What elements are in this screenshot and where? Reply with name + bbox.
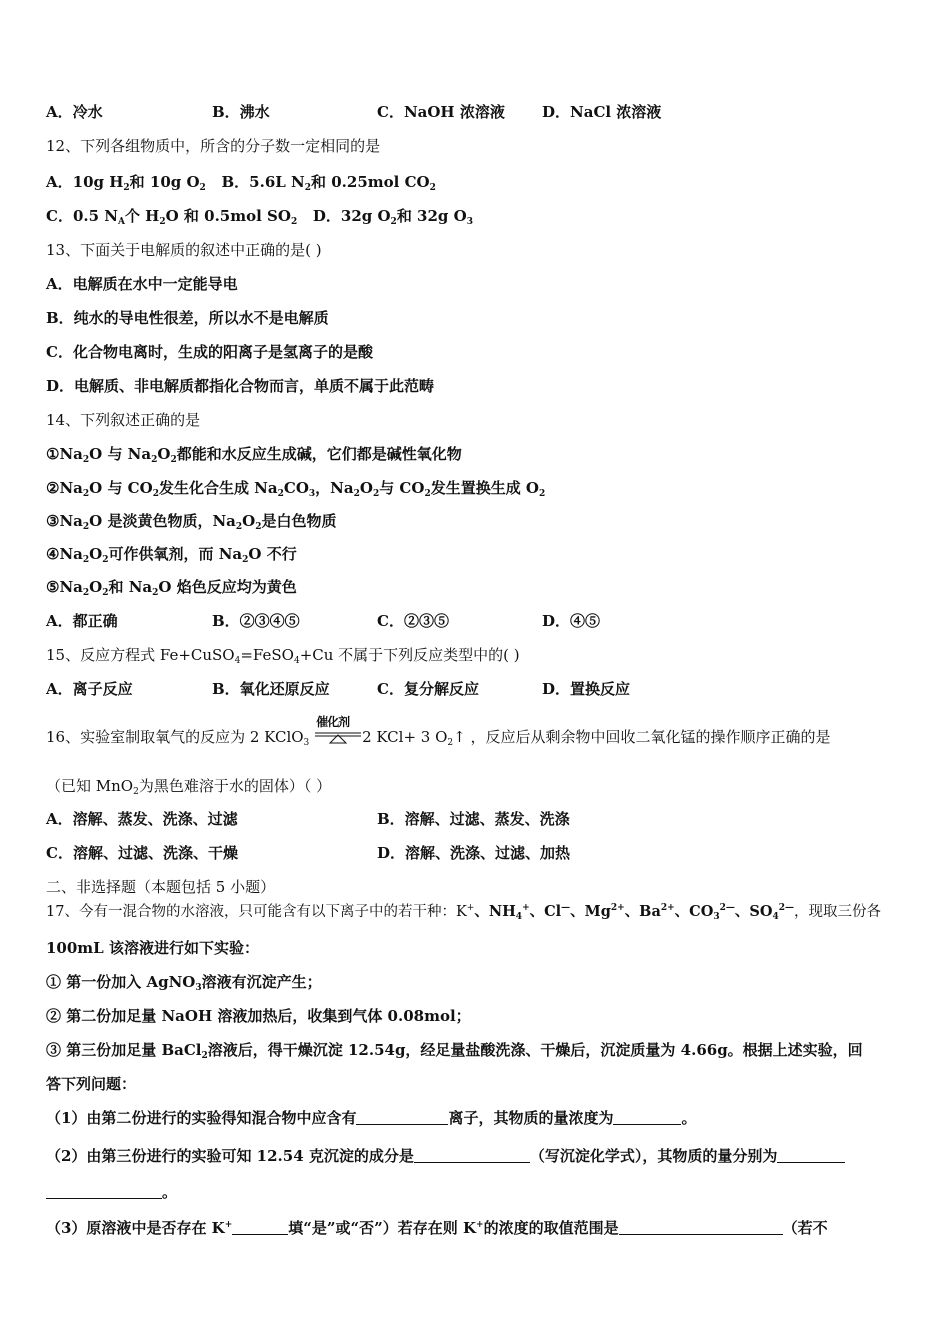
q14-statement-3: $③Na_2O$ 是淡黄色物质，$Na_2O_2$是白色物质	[46, 512, 337, 532]
q15-stem: 15、反应方程式 Fe+CuSO$_4$=FeSO$_4$+Cu 不属于下列反应类型中的( )	[46, 646, 520, 666]
q14-statement-4: $④Na_2O_2$可作供氧剂，而 $Na_2O$ 不行	[46, 545, 297, 565]
q12-option-d[interactable]: D．32g $O_2$和 32g $O_3$	[312, 207, 473, 227]
q17-experiment-1: ① 第一份加入 AgNO$_3$溶液有沉淀产生；	[46, 973, 322, 993]
q15-option-c[interactable]: C．复分解反应	[377, 680, 479, 698]
q12-options-cd	[46, 206, 906, 226]
q14-option-c[interactable]: C．②③⑤	[377, 612, 449, 630]
q14-statement-2: $②Na_2O$ 与 $CO_2$发生化合生成 $Na_2CO_3$，$Na_2O_2$与 $CO_2$发生置换生成 $O_2$	[46, 479, 546, 499]
catalyst-label: 催化剂	[316, 715, 350, 729]
q14-option-a[interactable]: A．都正确	[46, 612, 118, 630]
q17-part-3: （3）原溶液中是否存在 K+ 填“是”或“否”）若存在则 K+的浓度的取值范围是 （若不	[46, 1219, 828, 1237]
q14-statement-1: $①Na_2O$ 与 $Na_2O_2$都能和水反应生成碱，它们都是碱性氧化物	[46, 445, 462, 465]
section-2-heading: 二、非选择题（本题包括 5 小题）	[46, 878, 276, 896]
q11-option-d[interactable]: D．NaCl 浓溶液	[542, 103, 662, 121]
answer-blank-3[interactable]	[414, 1148, 530, 1163]
q11-option-b[interactable]: B．沸水	[212, 103, 270, 121]
q17-part-2-cont: 。	[46, 1182, 906, 1202]
q11-option-c[interactable]: C．NaOH 浓溶液	[377, 103, 505, 121]
q13-option-a[interactable]: A．电解质在水中一定能导电	[46, 275, 238, 293]
answer-blank-6[interactable]	[232, 1220, 288, 1235]
q16-option-d[interactable]: D．溶解、洗涤、过滤、加热	[377, 844, 571, 862]
q12-option-c[interactable]: C．0.5 $N_A$个 $H_2O$ 和 0.5mol $SO_2$	[46, 207, 298, 227]
reaction-condition	[314, 715, 362, 746]
q13-stem: 13、下面关于电解质的叙述中正确的是( )	[46, 241, 322, 259]
answer-blank-4[interactable]	[777, 1148, 845, 1163]
answer-blank-1[interactable]	[356, 1110, 448, 1125]
q16-option-a[interactable]: A．溶解、蒸发、洗涤、过滤	[46, 810, 238, 828]
q17-experiment-2: ② 第二份加足量 NaOH 溶液加热后，收集到气体 0.08mol；	[46, 1007, 471, 1025]
q16-note: （已知 MnO$_2$为黑色难溶于水的固体）（ ）	[46, 777, 332, 797]
q13-option-d[interactable]: D．电解质、非电解质都指化合物而言，单质不属于此范畴	[46, 377, 435, 395]
q15-option-a[interactable]: A．离子反应	[46, 680, 133, 698]
q17-experiment-3: ③ 第三份加足量 BaCl$_2$溶液后，得干燥沉淀 12.54g，经足量盐酸洗涤、干燥后，沉淀质量为 4.66g。根据上述实验，回	[46, 1041, 863, 1061]
q14-option-b[interactable]: B．②③④⑤	[212, 612, 300, 630]
q12-stem: 12、下列各组物质中，所含的分子数一定相同的是	[46, 137, 381, 155]
q17-stem: 17、今有一混合物的水溶液，只可能含有以下离子中的若干种：K+、$NH_4^+$、Cl—、$Mg^{2+}$、$Ba^{2+}$、$CO_3^{2—}$、$SO_4^{2—}$，现取三份各	[46, 903, 881, 922]
q17-part-2: （2）由第三份进行的实验可知 12.54 克沉淀的成分是 （写沉淀化学式），其物质的量分别为	[46, 1146, 906, 1166]
q14-statement-5: $⑤Na_2O_2$和 $Na_2O$ 焰色反应均为黄色	[46, 578, 297, 598]
q15-option-d[interactable]: D．置换反应	[542, 680, 631, 698]
q14-option-d[interactable]: D．④⑤	[542, 612, 601, 630]
q17-experiment-3-cont: 答下列问题：	[46, 1075, 137, 1093]
q16-stem: 16、实验室制取氧气的反应为 2 KClO$_3$ 催化剂 2 KCl+ 3 $O_2↑$ ，反应后从剩余物中回收二氧化锰的操作顺序正确的是	[46, 726, 906, 747]
q12-option-b[interactable]: B．5.6L $N_2$和 0.25mol $CO_2$	[221, 173, 436, 193]
answer-blank-5[interactable]	[46, 1184, 162, 1199]
q14-stem: 14、下列叙述正确的是	[46, 411, 201, 429]
answer-blank-7[interactable]	[619, 1220, 783, 1235]
answer-blank-2[interactable]	[613, 1110, 681, 1125]
q16-option-c[interactable]: C．溶解、过滤、洗涤、干燥	[46, 844, 238, 862]
q12-options-ab	[46, 172, 906, 192]
heat-triangle-icon	[314, 730, 362, 744]
q12-option-a[interactable]: A．10g $H_2$和 10g $O_2$	[46, 173, 206, 193]
q16-option-b[interactable]: B．溶解、过滤、蒸发、洗涤	[377, 810, 570, 828]
q13-option-b[interactable]: B．纯水的导电性很差，所以水不是电解质	[46, 309, 329, 327]
q17-part-1: （1）由第二份进行的实验得知混合物中应含有 离子，其物质的量浓度为 。	[46, 1109, 697, 1127]
q13-option-c[interactable]: C．化合物电离时，生成的阳离子是氢离子的是酸	[46, 343, 373, 361]
q11-option-a[interactable]: A．冷水	[46, 103, 103, 121]
q17-line-2: 100mL 该溶液进行如下实验：	[46, 939, 259, 957]
q15-option-b[interactable]: B．氧化还原反应	[212, 680, 330, 698]
